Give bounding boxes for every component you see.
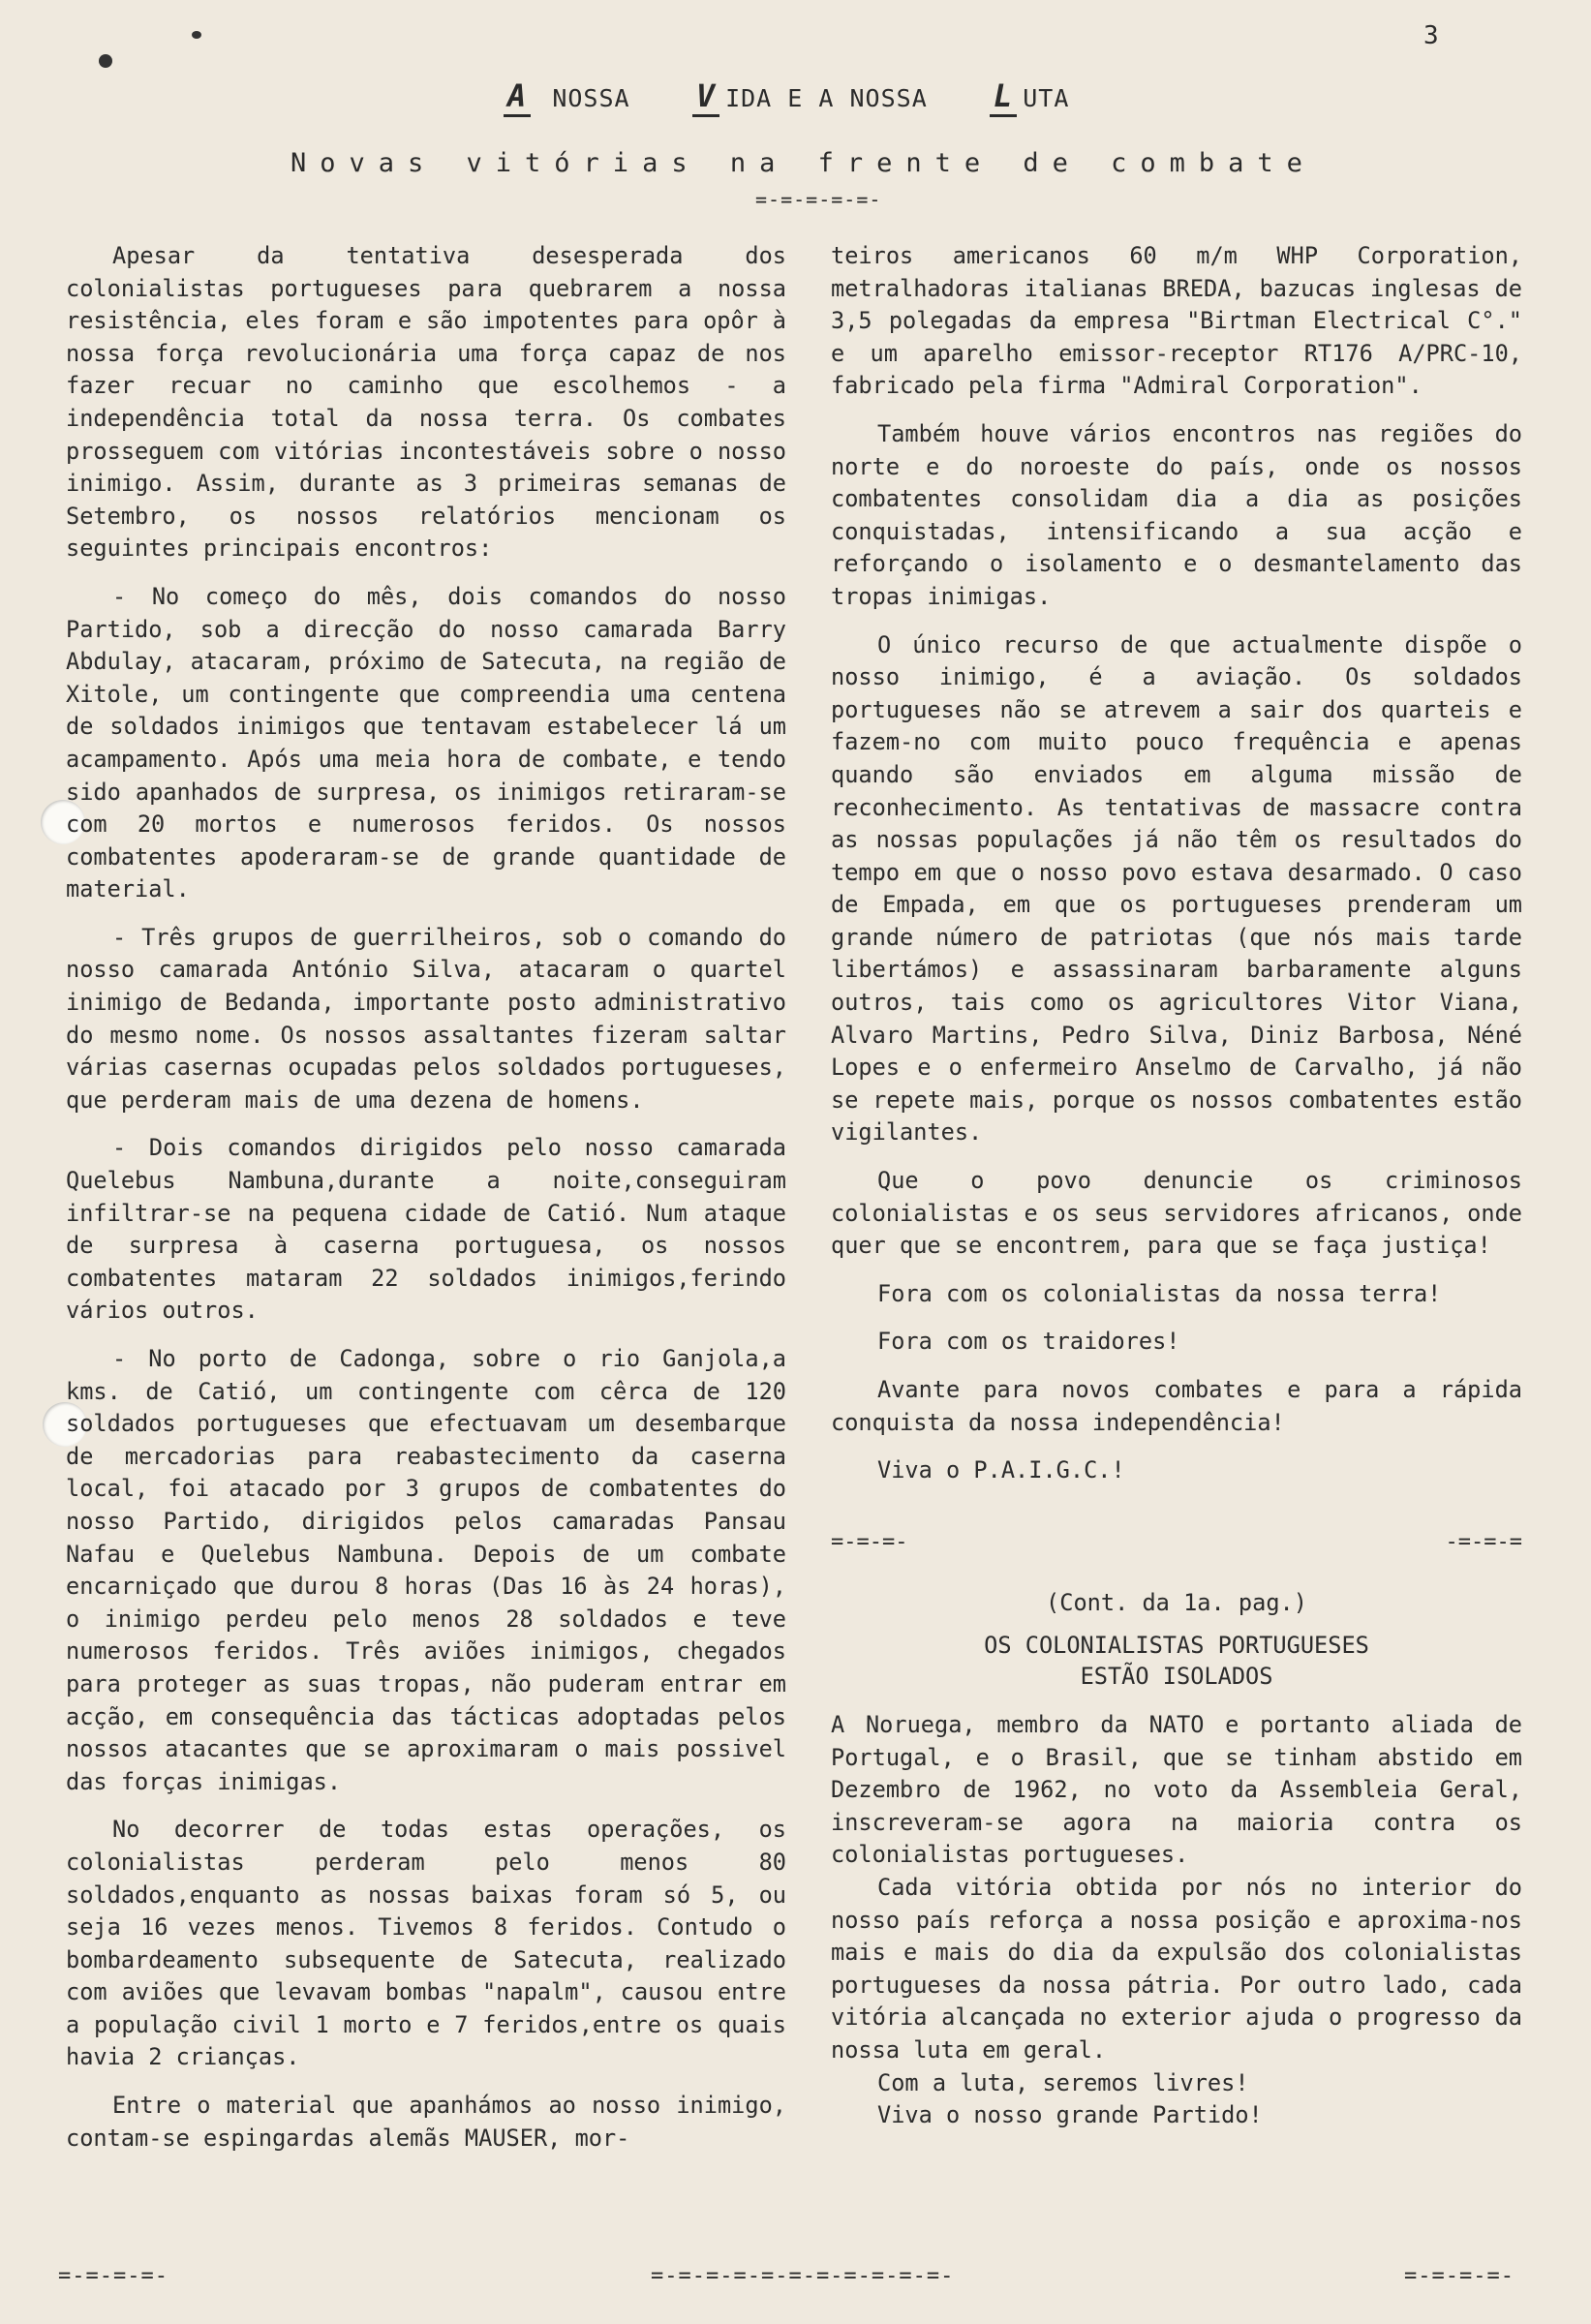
continued-note: (Cont. da 1a. pag.) bbox=[1046, 1589, 1307, 1617]
masthead-initial: L bbox=[990, 77, 1017, 117]
bottom-rule-center: =-=-=-=-=-=-=-=-=-=-=- bbox=[651, 2264, 955, 2288]
article-paragraph: - No porto de Cadonga, sobre o rio Ganjola,a kms. de Catió, um contingente com cêrca de 120 soldados portugueses que efectuavam um desembarque de mercadorias para reabastecimento da caserna local, foi atacado por 3 grupos de combatentes do nosso Partido, dirigidos pelos camaradas Pansau Nafau e Quelebus Nambuna. Depois de um combate encarniçado que durou 8 horas (Das 16 às 24 horas), o inimigo perdeu pelo menos 28 soldados e teve numerosos feridos. Três aviões inimigos, chegados para proteger as suas tropas, não puderam entrar em acção, em consequência das tácticas adoptadas pelos nossos atacantes que se aproximaram o mais possivel das forças inimigas. bbox=[66, 1345, 786, 1795]
article-paragraph: Também houve vários encontros nas regiões do norte e do noroeste do país, onde os nossos combatentes consolidam dia a dia as posições conquistadas, intensificando a sua acção e reforçando o isolamento e o desmantelamento das tropas inimigas. bbox=[831, 419, 1522, 610]
article-paragraph: Apesar da tentativa desesperada dos colonialistas portugueses para quebrarem a nossa resistência, eles foram e são impotentes para opôr à nossa força revolucionária uma força capaz de nos fazer recuar no caminho que escolhemos - a independência total da nossa terra. Os combates prosseguem com vitórias incontestáveis sobre o nosso inimigo. Assim, durante as 3 primeiras semanas de Setembro, os nossos relatórios mencionam os seguintes principais encontros: bbox=[66, 242, 786, 563]
article-paragraph: Entre o material que apanhámos ao nosso inimigo, contam-se espingardas alemãs MAUSER, mor- bbox=[66, 2092, 786, 2152]
article-paragraph: O único recurso de que actualmente dispõe o nosso inimigo, é a aviação. Os soldados portugueses não se atrevem a sair dos quarteis e fazem-no com muito pouco frequência e apenas quando são enviados em alguma missão de reconhecimento. As tentativas de massacre contra as nossas populações já não têm os resultados do tempo em que o nosso povo estava desarmado. O caso de Empada, em que os portugueses prenderam um grande número de patriotas (que nós mais tarde libertámos) e assassinaram barbaramente alguns outros, tais como os agricultores Vitor Viana, Alvaro Martins, Pedro Silva, Diniz Barbosa, Néné Lopes e o enfermeiro Anselmo de Carvalho, já não se repete mais, porque os nossos combatentes estão vigilantes. bbox=[831, 630, 1522, 1147]
sub-headline-line: OS COLONIALISTAS PORTUGUESES bbox=[984, 1631, 1369, 1659]
ink-dot bbox=[192, 31, 201, 39]
slogan: Viva o nosso grande Partido! bbox=[877, 2101, 1263, 2129]
article-paragraph: - No começo do mês, dois comandos do nosso Partido, sob a direcção do nosso camarada Barry Abdulay, atacaram, próximo de Satecuta, na região de Xitole, um contingente que compreendia uma centena de soldados inimigos que tentavam estabelecer lá um acampamento. Após uma meia hora de combate, e tendo sido apanhados de surpresa, os inimigos retiraram-se com 20 mortos e numerosos feridos. Os nossos combatentes apoderaram-se de grande quantidade de material. bbox=[66, 582, 786, 903]
article-paragraph: No decorrer de todas estas operações, os colonialistas perderam pelo menos 80 soldados,enquanto as nossas baixas foram só 5, ou seja 16 vezes menos. Tivemos 8 feridos. Contudo o bombardeamento subsequente de Satecuta, realizado com aviões que levavam bombas "napalm", causou entre a população civil 1 morto e 7 feridos,entre os quais havia 2 crianças. bbox=[66, 1816, 786, 2071]
sub-headline bbox=[831, 1630, 1522, 1692]
masthead-word: UTA bbox=[1023, 84, 1070, 112]
headline: Novas vitórias na frente de combate bbox=[291, 148, 1316, 178]
headline-rule: =-=-=-=-=- bbox=[755, 188, 882, 211]
right-column bbox=[831, 240, 1522, 2132]
article-paragraph: - Três grupos de guerrilheiros, sob o comando do nosso camarada António Silva, atacaram o quartel inimigo de Bedanda, importante posto administrativo do mesmo nome. Os nossos assaltantes fizeram saltar várias casernas ocupadas pelos soldados portugueses, que perderam mais de uma dezena de homens. bbox=[66, 923, 786, 1114]
page-number: 3 bbox=[1423, 21, 1445, 50]
masthead bbox=[504, 77, 1162, 117]
slogan: Com a luta, seremos livres! bbox=[877, 2068, 1249, 2096]
masthead-word: NOSSA bbox=[552, 84, 630, 112]
masthead-word: IDA E A NOSSA bbox=[725, 84, 928, 112]
masthead-initial: V bbox=[692, 77, 719, 117]
slogan: Avante para novos combates e para a rápida conquista da nossa independência! bbox=[831, 1376, 1522, 1436]
article-paragraph: teiros americanos 60 m/m WHP Corporation, metralhadoras italianas BREDA, bazucas inglesas de 3,5 polegadas da empresa "Birtman Electrical C°." e um aparelho emissor-receptor RT176 A/PRC-10, fabricado pela firma "Admiral Corporation". bbox=[831, 242, 1522, 400]
bottom-rule-right: =-=-=-=- bbox=[1404, 2264, 1515, 2288]
section-divider bbox=[831, 1526, 1522, 1559]
slogan: Viva o P.A.I.G.C.! bbox=[877, 1456, 1125, 1484]
sub-headline-line: ESTÃO ISOLADOS bbox=[1080, 1662, 1273, 1690]
article-paragraph: - Dois comandos dirigidos pelo nosso camarada Quelebus Nambuna,durante a noite,conseguiram infiltrar-se na pequena cidade de Catió. Num ataque de surpresa à caserna portuguesa, os nossos combatentes mataram 22 soldados inimigos,ferindo vários outros. bbox=[66, 1134, 786, 1325]
slogan: Fora com os colonialistas da nossa terra! bbox=[877, 1279, 1442, 1307]
left-column bbox=[66, 240, 786, 2170]
article-paragraph: A Noruega, membro da NATO e portanto aliada de Portugal, e o Brasil, que se tinham abstido em Dezembro de 1962, no voto da Assembleia Geral, inscreveram-se agora na maioria contra os colonialistas portugueses. bbox=[831, 1710, 1522, 1869]
ink-dot bbox=[99, 54, 112, 68]
divider-right: -=-=-= bbox=[1445, 1529, 1522, 1554]
masthead-initial: A bbox=[504, 77, 531, 117]
bottom-rule-left: =-=-=-=- bbox=[58, 2264, 168, 2288]
article-paragraph: Que o povo denuncie os criminosos colonialistas e os seus servidores africanos, onde quer que se encontrem, para que se faça justiça! bbox=[831, 1167, 1522, 1260]
divider-left: =-=-=- bbox=[831, 1529, 908, 1554]
article-paragraph: Cada vitória obtida por nós no interior do nosso país reforça a nossa posição e aproxima-nos mais e mais do dia da expulsão dos colonialistas portugueses da nossa pátria. Por outro lado, cada vitória alcançada no exterior ajuda o progresso da nossa luta em geral. bbox=[831, 1873, 1522, 2064]
slogan: Fora com os traidores! bbox=[877, 1328, 1180, 1356]
